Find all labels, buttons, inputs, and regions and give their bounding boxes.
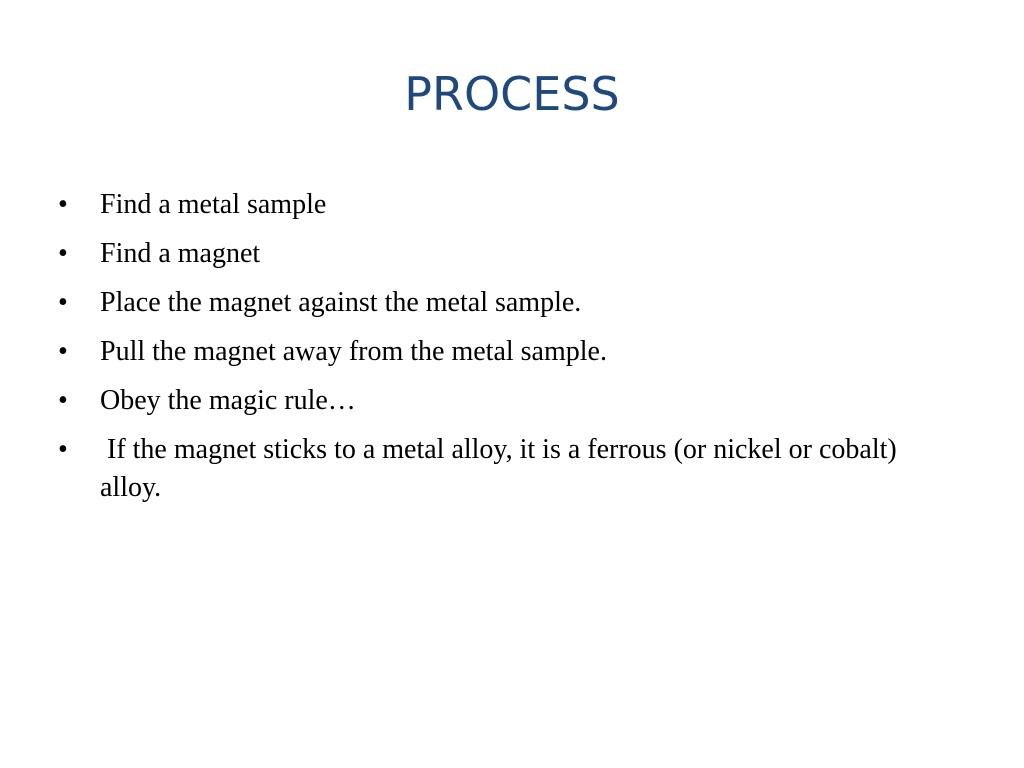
bullet-point-icon: •	[58, 336, 68, 367]
bullet-item	[58, 431, 958, 507]
bullet-point-icon: •	[58, 434, 68, 465]
bullet-item	[58, 284, 958, 322]
bullet-point-icon: •	[58, 287, 68, 318]
bullet-item	[58, 333, 958, 371]
slide-title: PROCESS	[404, 67, 620, 121]
bullet-point-icon: •	[58, 189, 68, 220]
bullet-text: Find a magnet	[100, 238, 261, 269]
bullet-text: Obey the magic rule…	[100, 385, 356, 416]
bullet-text: Place the magnet against the metal sample.	[100, 287, 582, 318]
bullet-text: Pull the magnet away from the metal sample.	[100, 336, 607, 367]
bullet-text: Find a metal sample	[100, 189, 327, 220]
bullet-item	[58, 382, 958, 420]
bullet-list	[58, 186, 958, 518]
bullet-item	[58, 186, 958, 224]
bullet-point-icon: •	[58, 385, 68, 416]
bullet-text: If the magnet sticks to a metal alloy, it is a ferrous (or nickel or cobalt) alloy.	[100, 434, 904, 503]
bullet-point-icon: •	[58, 238, 68, 269]
bullet-item	[58, 235, 958, 273]
